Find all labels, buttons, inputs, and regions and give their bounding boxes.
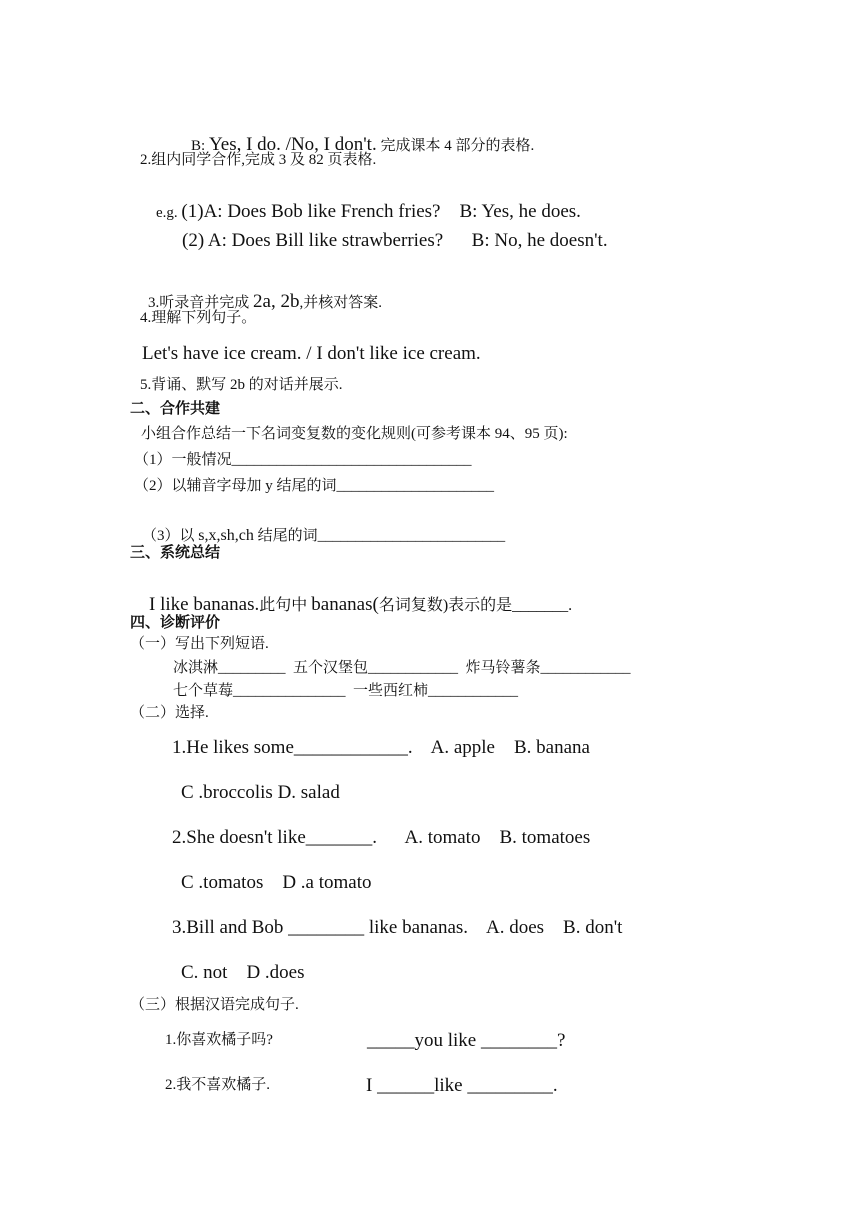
eg-label: e.g. [156, 205, 182, 221]
question-1-options: C .broccolis D. salad [181, 782, 340, 803]
example-1-line [148, 186, 581, 221]
question-2-options: C .tomatos D .a tomato [181, 872, 372, 893]
summary-text-c: bananas( [311, 594, 379, 615]
example-2-text: (2) A: Does Bill like strawberries? B: No, he doesn't. [182, 230, 608, 251]
translate-1-prompt: 1.你喜欢橘子吗? [165, 1032, 273, 1048]
summary-text-a: I like bananas. [149, 594, 260, 615]
rule-3-text-a: （3）以 [142, 528, 199, 544]
phrase-line-2: 七个草莓_______________ 一些西红柿____________ [173, 683, 519, 699]
question-3-text: 3.Bill and Bob ________ like bananas. A. does B. don't [172, 917, 623, 938]
summary-text-b: 此句中 [259, 597, 312, 614]
rule-1-line: （1）一般情况________________________________ [134, 452, 472, 468]
rule-3-text-b: s,x,sh,ch [198, 527, 254, 544]
task-3-text-a: 3.听录音并完成 [148, 295, 254, 311]
dialogue-answer-line [183, 119, 534, 154]
question-1-text: 1.He likes some____________. A. apple B. banana [172, 737, 590, 758]
translate-2-blank: I ______like _________. [366, 1075, 558, 1096]
part-2-heading: （二）选择. [130, 705, 209, 721]
sentence-text: Let's have ice cream. / I don't like ice cream. [142, 343, 481, 364]
translate-2-prompt: 2.我不喜欢橘子. [165, 1077, 271, 1093]
phrase-line-1: 冰淇淋_________ 五个汉堡包____________ 炸马铃薯条____________ [173, 660, 631, 676]
task-3-text-c: ,并核对答案. [299, 295, 382, 311]
part-3-heading: （三）根据汉语完成句子. [130, 997, 299, 1013]
section-3-heading: 三、系统总结 [130, 543, 221, 561]
answer-text: Yes, I do. /No, I don't. [208, 134, 377, 155]
section-2-heading: 二、合作共建 [130, 399, 221, 417]
summary-line [141, 579, 572, 614]
part-1-heading: （一）写出下列短语. [130, 636, 269, 652]
task-4-text: 4.理解下列句子。 [140, 310, 257, 326]
speaker-label: B: [191, 138, 209, 154]
summary-text-d: 名词复数)表示的是_______. [378, 597, 573, 614]
question-3-options: C. not D .does [181, 962, 305, 983]
task-2-text: 2.组内同学合作,完成 3 及 82 页表格. [140, 152, 377, 168]
rule-2-line: （2）以辅音字母加 y 结尾的词_____________________ [134, 478, 495, 494]
task-3-line [140, 276, 382, 311]
section-4-heading: 四、诊断评价 [130, 613, 221, 631]
task-5-text: 5.背诵、默写 2b 的对话并展示. [140, 377, 343, 393]
translate-1-blank: _____you like ________? [367, 1030, 566, 1051]
rule-3-text-c: 结尾的词_________________________ [253, 528, 506, 544]
example-1-text: (1)A: Does Bob like French fries? B: Yes, he does. [181, 201, 581, 222]
rule-3-line [134, 512, 505, 544]
task-3-text-b: 2a, 2b [253, 291, 300, 312]
instruction-text: 完成课本 4 部分的表格. [376, 138, 535, 154]
question-2-text: 2.She doesn't like_______. A. tomato B. tomatoes [172, 827, 591, 848]
section-2-instruction: 小组合作总结一下名词变复数的变化规则(可参考课本 94、95 页): [141, 426, 568, 442]
